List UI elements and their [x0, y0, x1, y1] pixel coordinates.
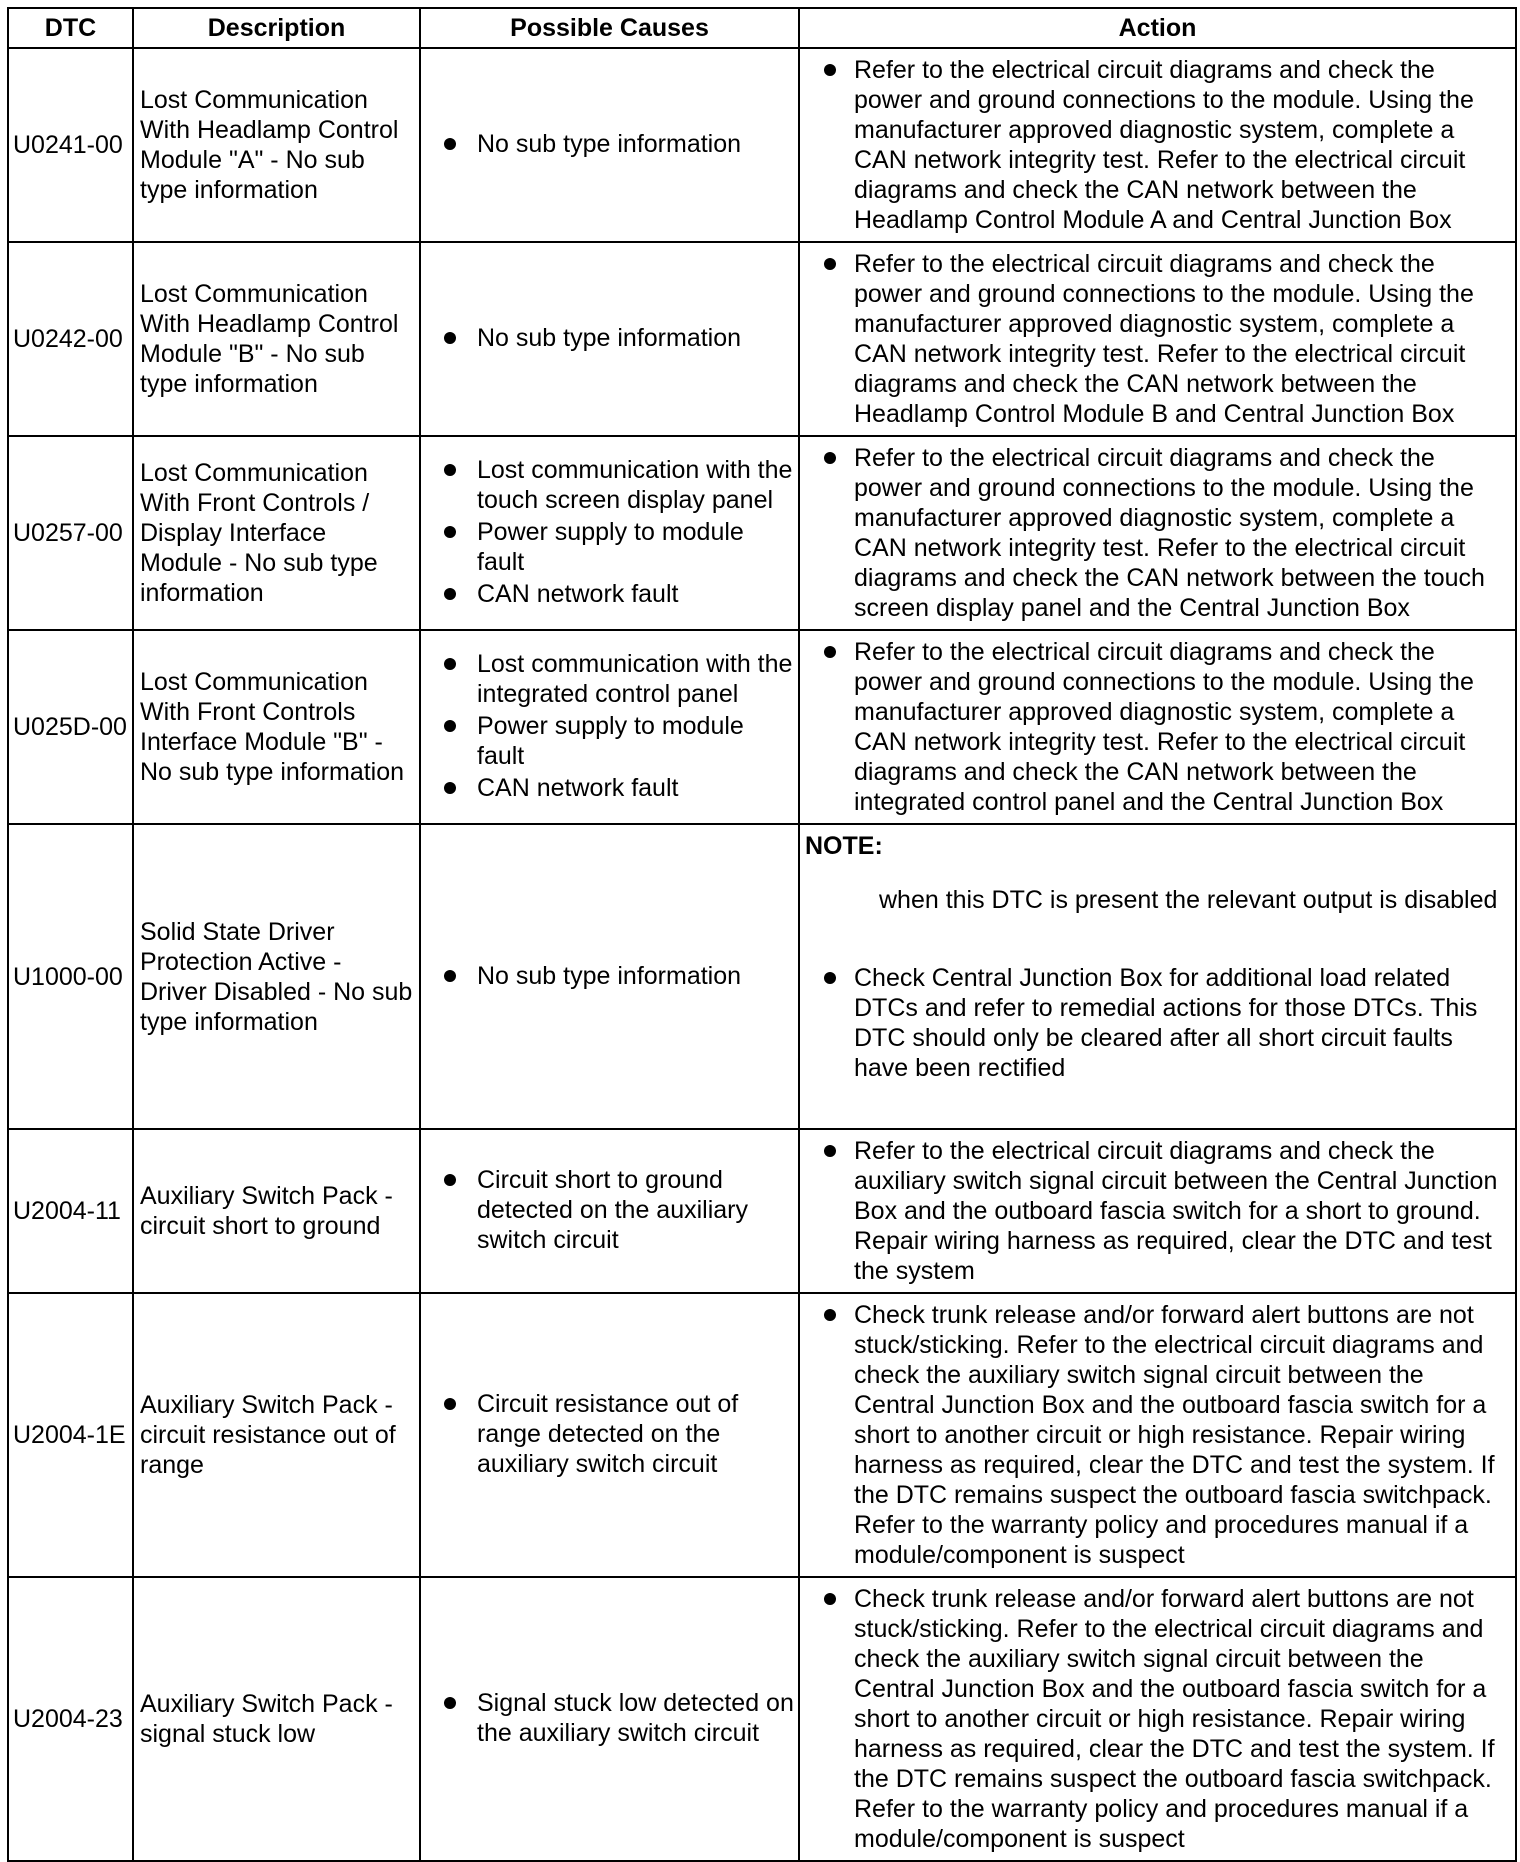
bullet-icon	[444, 1398, 456, 1410]
action-text: Refer to the electrical circuit diagrams and check the power and ground connections to the module. Using the manufacturer approved diagnostic system, complete a CAN network integrity test. Refer to the electrical circuit diagrams and check the CAN network between the touch screen display panel and the Central Junction Box	[854, 444, 1485, 622]
note-text: when this DTC is present the relevant output is disabled	[879, 886, 1498, 914]
bullet-icon	[444, 658, 456, 670]
possible-causes	[420, 242, 799, 436]
action-item	[800, 1136, 1509, 1286]
cause-item	[421, 773, 796, 803]
cause-item	[421, 1389, 796, 1479]
note-label: NOTE:	[805, 832, 883, 860]
cause-text: CAN network fault	[477, 580, 679, 608]
action-item	[800, 1584, 1509, 1854]
possible-causes	[420, 1577, 799, 1861]
action-cell	[799, 436, 1516, 630]
possible-causes	[420, 824, 799, 1129]
action-item	[800, 637, 1509, 817]
possible-causes	[420, 1293, 799, 1577]
cause-item	[421, 579, 796, 609]
action-cell	[799, 630, 1516, 824]
table-row	[8, 630, 1516, 824]
action-item	[800, 1300, 1509, 1570]
table-row	[8, 1293, 1516, 1577]
action-item	[800, 249, 1509, 429]
action-text: Refer to the electrical circuit diagrams and check the auxiliary switch signal circuit between the Central Junction Box and the outboard fascia switch for a short to ground. Repair wiring harness as required, clear the DTC and test the system	[854, 1137, 1498, 1285]
table-row	[8, 242, 1516, 436]
bullet-icon	[444, 332, 456, 344]
action-text: Refer to the electrical circuit diagrams and check the power and ground connections to the module. Using the manufacturer approved diagnostic system, complete a CAN network integrity test. Refer to the electrical circuit diagrams and check the CAN network between the Headlamp Control Module B and Central Junction Box	[854, 250, 1474, 428]
possible-causes	[420, 630, 799, 824]
possible-causes	[420, 1129, 799, 1293]
bullet-icon	[824, 1309, 836, 1321]
action-text: Check trunk release and/or forward alert buttons are not stuck/sticking. Refer to the electrical circuit diagrams and check the auxiliary switch signal circuit between the Central Junction Box and the outboard fascia switch for a short to another circuit or high resistance. Repair wiring harness as required, clear the DTC and test the system. If the DTC remains suspect the outboard fascia switchpack. Refer to the warranty policy and procedures manual if a module/component is suspect	[854, 1301, 1495, 1569]
bullet-icon	[824, 258, 836, 270]
bullet-icon	[444, 782, 456, 794]
table-row	[8, 436, 1516, 630]
bullet-icon	[824, 1593, 836, 1605]
possible-causes	[420, 436, 799, 630]
cause-item	[421, 711, 796, 771]
bullet-icon	[444, 138, 456, 150]
table-header-row	[8, 8, 1516, 48]
bullet-icon	[824, 972, 836, 984]
cause-text: CAN network fault	[477, 774, 679, 802]
dtc-description: Auxiliary Switch Pack - signal stuck low	[133, 1577, 420, 1861]
action-item	[800, 963, 1509, 1083]
action-text: Check trunk release and/or forward alert buttons are not stuck/sticking. Refer to the electrical circuit diagrams and check the auxiliary switch signal circuit between the Central Junction Box and the outboard fascia switch for a short to another circuit or high resistance. Repair wiring harness as required, clear the DTC and test the system. If the DTC remains suspect the outboard fascia switchpack. Refer to the warranty policy and procedures manual if a module/component is suspect	[854, 1585, 1495, 1853]
cause-text: Power supply to module fault	[477, 712, 744, 770]
dtc-description: Lost Communication With Headlamp Control Module "A" - No sub type information	[133, 48, 420, 242]
cause-item	[421, 323, 796, 353]
cause-text: No sub type information	[477, 130, 742, 158]
cause-text: Circuit short to ground detected on the auxiliary switch circuit	[477, 1166, 749, 1254]
cause-item	[421, 1688, 796, 1748]
dtc-description: Solid State Driver Protection Active - Driver Disabled - No sub type information	[133, 824, 420, 1129]
header-action: Action	[799, 8, 1516, 48]
header-dtc: DTC	[8, 8, 133, 48]
cause-item	[421, 961, 796, 991]
dtc-code: U2004-23	[8, 1577, 133, 1861]
dtc-code: U1000-00	[8, 824, 133, 1129]
dtc-code: U025D-00	[8, 630, 133, 824]
dtc-table	[7, 7, 1517, 1862]
bullet-icon	[444, 970, 456, 982]
dtc-code: U0241-00	[8, 48, 133, 242]
action-cell	[799, 1129, 1516, 1293]
dtc-code: U0257-00	[8, 436, 133, 630]
action-item	[800, 55, 1509, 235]
cause-item	[421, 1165, 796, 1255]
cause-text: Circuit resistance out of range detected on the auxiliary switch circuit	[477, 1390, 739, 1478]
action-cell	[799, 1293, 1516, 1577]
dtc-document	[7, 7, 1515, 1862]
cause-text: No sub type information	[477, 961, 742, 990]
table-row	[8, 48, 1516, 242]
cause-item	[421, 129, 796, 159]
bullet-icon	[444, 1697, 456, 1709]
bullet-icon	[444, 464, 456, 476]
action-cell	[799, 824, 1516, 1129]
table-row	[8, 824, 1516, 1129]
cause-text: Signal stuck low detected on the auxiliary switch circuit	[477, 1689, 794, 1747]
dtc-code: U2004-1E	[8, 1293, 133, 1577]
cause-text: Lost communication with the touch screen display panel	[477, 456, 793, 514]
table-row	[8, 1129, 1516, 1293]
dtc-description: Lost Communication With Front Controls Interface Module "B" - No sub type information	[133, 630, 420, 824]
action-item	[800, 443, 1509, 623]
dtc-description: Auxiliary Switch Pack - circuit resistance out of range	[133, 1293, 420, 1577]
action-cell	[799, 48, 1516, 242]
bullet-icon	[444, 588, 456, 600]
bullet-icon	[824, 1145, 836, 1157]
bullet-icon	[444, 1174, 456, 1186]
dtc-code: U0242-00	[8, 242, 133, 436]
table-row	[8, 1577, 1516, 1861]
cause-item	[421, 649, 796, 709]
dtc-description: Lost Communication With Headlamp Control Module "B" - No sub type information	[133, 242, 420, 436]
possible-causes	[420, 48, 799, 242]
action-cell	[799, 242, 1516, 436]
cause-text: Lost communication with the integrated control panel	[477, 650, 793, 708]
action-text: Check Central Junction Box for additional load related DTCs and refer to remedial actions for those DTCs. This DTC should only be cleared after all short circuit faults have been rectified	[854, 964, 1478, 1082]
action-text: Refer to the electrical circuit diagrams and check the power and ground connections to the module. Using the manufacturer approved diagnostic system, complete a CAN network integrity test. Refer to the electrical circuit diagrams and check the CAN network between the integrated control panel and the Central Junction Box	[854, 638, 1474, 816]
bullet-icon	[824, 452, 836, 464]
bullet-icon	[824, 64, 836, 76]
dtc-code: U2004-11	[8, 1129, 133, 1293]
cause-item	[421, 517, 796, 577]
dtc-description: Auxiliary Switch Pack - circuit short to ground	[133, 1129, 420, 1293]
header-possible-causes: Possible Causes	[420, 8, 799, 48]
bullet-icon	[824, 646, 836, 658]
header-description: Description	[133, 8, 420, 48]
bullet-icon	[444, 526, 456, 538]
cause-text: No sub type information	[477, 324, 742, 352]
cause-text: Power supply to module fault	[477, 518, 744, 576]
action-text: Refer to the electrical circuit diagrams and check the power and ground connections to the module. Using the manufacturer approved diagnostic system, complete a CAN network integrity test. Refer to the electrical circuit diagrams and check the CAN network between the Headlamp Control Module A and Central Junction Box	[854, 56, 1474, 234]
dtc-description: Lost Communication With Front Controls / Display Interface Module - No sub type information	[133, 436, 420, 630]
bullet-icon	[444, 720, 456, 732]
cause-item	[421, 455, 796, 515]
action-cell	[799, 1577, 1516, 1861]
